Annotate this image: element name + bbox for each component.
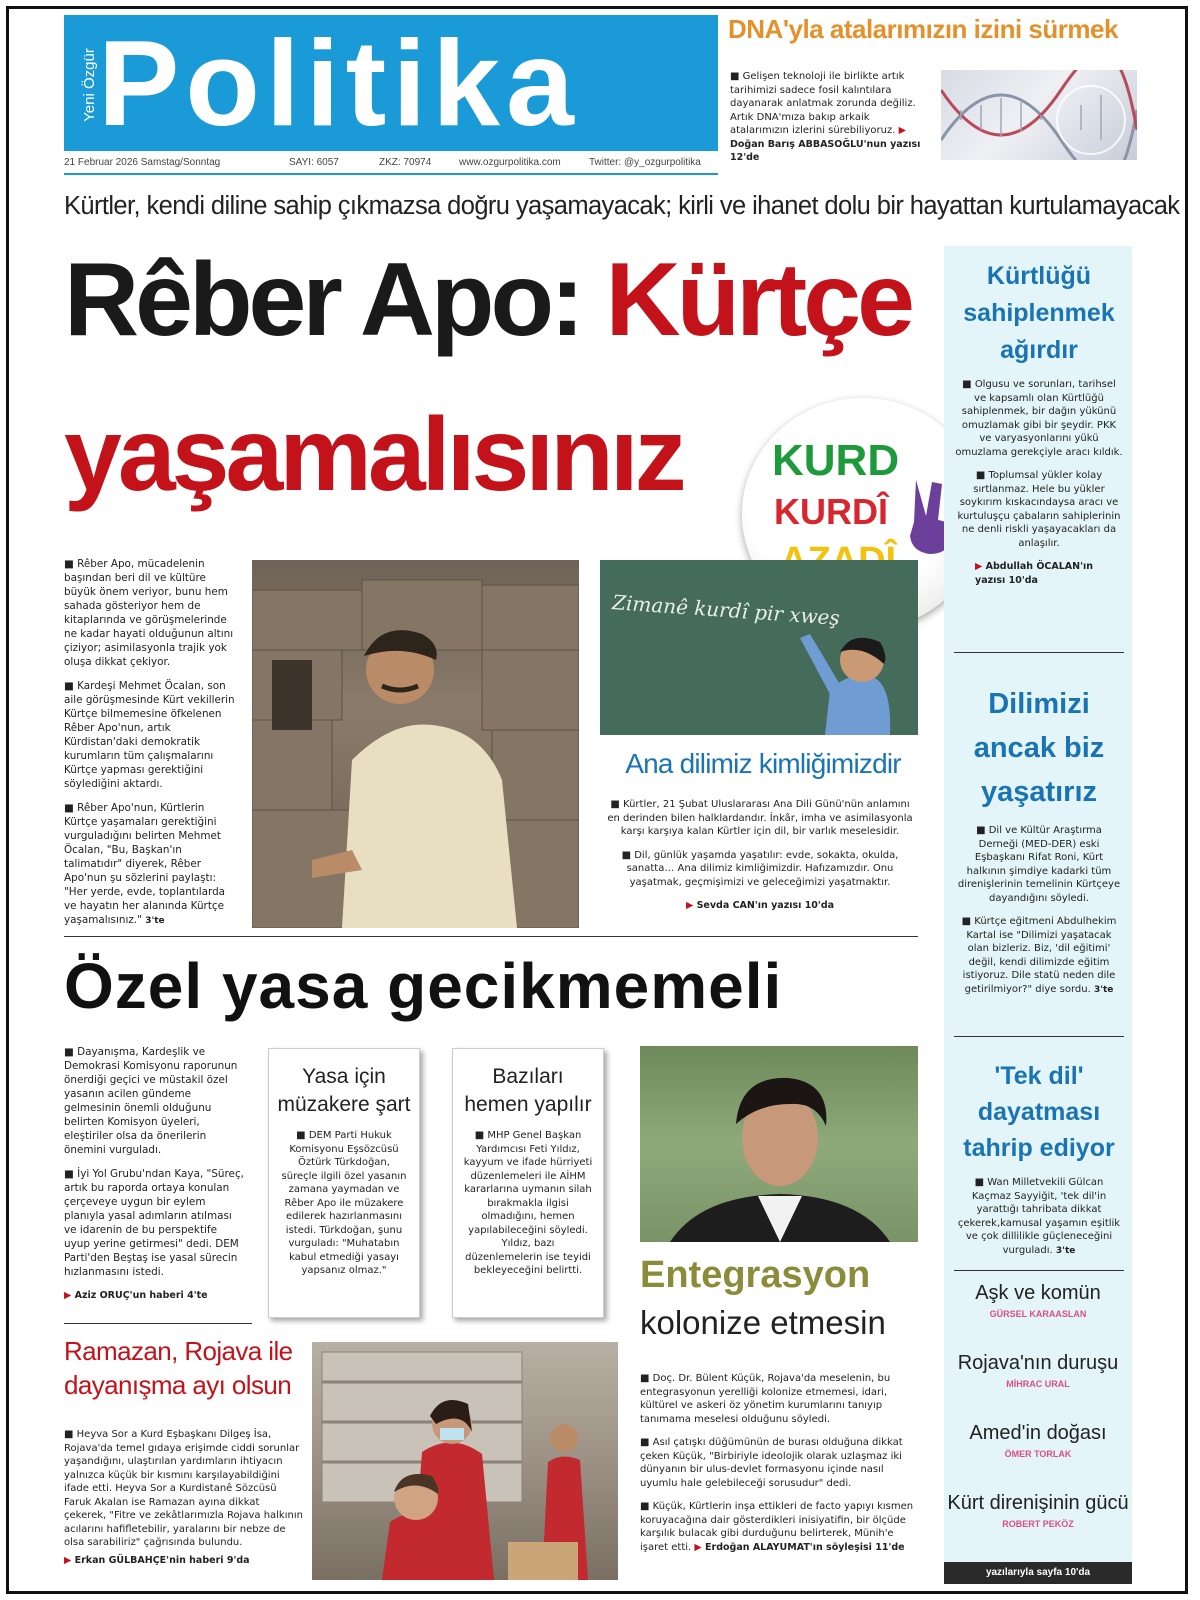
sidebar-s3-p1: ■ Wan Milletvekili Gülcan Kaçmaz Sayyiğit, 'tek dil'in yarattığı tahribata dikkat çekerek,kamusal yaşamın eşitlik ve çok dillilikle güçleneceğini vurguladı. <box>958 1177 1120 1256</box>
badge-line2: KURDÎ <box>774 491 888 532</box>
dna-image <box>941 70 1137 160</box>
badge-line1: KURD <box>772 436 900 485</box>
sidebar-s2-p1: ■ Dil ve Kültür Araştırma Derneği (MED-DER) eski Eşbaşkanı Rifat Roni, Kürt halkının şimdiye kadarki tüm direnişlerinin temelinin Kürtçeye dayandığını söyledi. <box>955 824 1123 905</box>
ana-dilimiz-text: ■ Kürtler, 21 Şubat Uluslararası Ana Dili Günü'nün anlamını en derinden bilen halklardandır. İnkâr, imha ve asimilasyonla karşı karşıya kalan Kürtler için dil, bir varlık meselesidir. ■ Dil, günlük yaşamda yaşatılır: evde, sokakta, okulda, sanatta… Ana dilimiz kimliğimizdir. Hafızamızdır. Onu yaşatmak, geçmişimizi ve geleceğimizi yaşatmaktır. ▶ Sevda CAN'ın yazısı 10'da <box>604 798 916 913</box>
sidebar-s2-page-ref[interactable]: 3'te <box>1093 984 1114 995</box>
ana-dilimiz-p1: ■ Kürtler, 21 Şubat Uluslararası Ana Dili Günü'nün anlamını en derinden bilen halklardandır. İnkâr, imha ve asimilasyonla karşı karşıya kalan Kürtler için dil, bir varlık meselesidir. <box>604 798 916 839</box>
sidebar-s1-credit[interactable]: Abdullah ÖCALAN'ın yazısı 10'da <box>975 561 1094 586</box>
ramazan-credit[interactable]: Erkan GÜLBAHÇE'nin haberi 9'da <box>74 1554 250 1566</box>
sidebar-divider-1 <box>954 652 1124 653</box>
chalkboard-text: Zimanê kurdî pir xweş <box>611 590 841 630</box>
column-title: Aşk ve komün <box>975 1282 1101 1304</box>
lead-p2: ■ Kardeşi Mehmet Öcalan, son aile görüşmesinde Kürt vekillerin Kürtçe bilmemesine öfkelenen Rêber Apo'nun, artık Kürdistan'daki demokratik kurumların tüm çalışmalarını Kürtçe yapması gerektiğini söylediğini aktardı. <box>64 679 236 791</box>
entegrasyon-credit[interactable]: Erdoğan ALAYUMAT'ın söyleşisi 11'de <box>705 1541 905 1553</box>
kicker: Kürtler, kendi diline sahip çıkmazsa doğru yaşamayacak; kirli ve ihanet dolu bir hayattan kurtulamayacak <box>64 192 1180 220</box>
ana-dilimiz-credit[interactable]: Sevda CAN'ın yazısı 10'da <box>696 900 835 911</box>
column-item[interactable] <box>944 1352 1132 1422</box>
sidebar-divider-3 <box>954 1270 1124 1271</box>
yasa-muzakere-box <box>268 1048 420 1318</box>
column-title: Rojava'nın duruşu <box>957 1352 1119 1374</box>
ana-dilimiz-title[interactable]: Ana dilimiz kimliğimizdir <box>625 748 901 779</box>
masthead-title: Politika <box>98 15 580 151</box>
sidebar-s3-text <box>955 1176 1123 1268</box>
lead-p3: ■ Rêber Apo'nun, Kürtlerin Kürtçe yaşamaları gerektiğini vurguladığını belirten Mehmet Öcalan, "Bu, Başkan'ın talimatıdır" diyerek, Rêber Apo'nun şu sözlerini paylaştı: "Her yerde, evde, toplantılarda ve hayatın her alanında Kürtçe yaşamalısınız." <box>64 802 225 926</box>
dna-helix-icon <box>941 70 1137 160</box>
masthead-yeni-ozgur: Yeni Özgür <box>81 48 98 122</box>
lead-p1: ■ Rêber Apo, mücadelenin başından beri dil ve kültüre büyük önem veriyor, bunu hem sahada gösteriyor hem de kitaplarında ve görüşmelerinde ne kadar hayati olduğunun altını çiziyor; asimilasyonla trajik yok oluşa dikkat çekiyor. <box>64 557 236 669</box>
entegrasyon-title2[interactable]: kolonize etmesin <box>640 1304 886 1341</box>
masthead-twitter[interactable]: Twitter: @y_ozgurpolitika <box>589 157 701 168</box>
column-author: ROBERT PEKÖZ <box>1002 1519 1074 1529</box>
entegrasyon-title1[interactable]: Entegrasyon <box>640 1254 871 1296</box>
column-item[interactable] <box>944 1492 1132 1562</box>
column-item[interactable] <box>944 1282 1132 1352</box>
lead-text-column <box>64 557 236 938</box>
masthead-info-bar <box>64 155 718 175</box>
dna-text-block: ■ Gelişen teknoloji ile birlikte artık tarihimizi sadece fosil kalıntılara dayanarak anlatmak zorunda değiliz. Artık DNA'mıza bakıp arkaik atalarımızın izlerini sürebiliyoruz. ▶ Doğan Barış ABBASOĞLU'nun yazısı 12'de <box>730 70 930 165</box>
entegrasyon-text: ■ Doç. Dr. Bülent Küçük, Rojava'da meselenin, bu entegrasyonun yerelliği kolonize etmemesi, idari, kültürel ve askeri öz yönetim kurumlarını tanıyıp tanımama meselesi olduğunu söyledi. ■ Asıl çatışkı düğümünün de burası olduğuna dikkat çeken Küçük, "Birbiriyle ideolojik olarak uzlaşmaz iki dünyanın bir ulus-devlet formasyonu içinde nasıl uyumlu hale gelebileceği sorusudur" dedi. ■ Küçük, Kürtlerin inşa ettikleri de facto yapıyı kısmen koruyacağına dair gösterdikleri inisiyatifin, bir ölçüde karşılık bulacak gibi durduğunu belirterek, Münih'e işaret etti. ▶ Erdoğan ALAYUMAT'ın söyleşisi 11'de <box>640 1372 920 1558</box>
column-author: GÜRSEL KARAASLAN <box>989 1309 1087 1319</box>
column-author: MİHRAC URAL <box>1006 1379 1070 1389</box>
ramazan-p1: ■ Heyva Sor a Kurd Eşbaşkanı Dilgeş İsa, Rojava'da temel gıdaya erişimde ciddi sorunlar yaşandığını, ulaştırılan yardımların ihtiyacın yalnızca küçük bir kısmını karşılayabildiğini ifade etti. Heyva Sor a Kurdistanê Sözcüsü Faruk Akalan ise Ramazan ayına dikkat çekerek, "Fitre ve zekâtlarımızla Rojava halkının acılarını hafifletebilir, yaralarını bir nebze de olsa sarabiliriz" çağrısında bulundu. <box>64 1428 304 1550</box>
sidebar-s3-page-ref[interactable]: 3'te <box>1055 1245 1076 1256</box>
sidebar-s2-title[interactable]: Dilimizi ancak biz yaşatırız <box>973 688 1105 808</box>
sidebar-s3-title[interactable]: 'Tek dil' dayatması tahrip ediyor <box>963 1062 1115 1162</box>
lead-page-ref[interactable]: 3'te <box>145 916 165 926</box>
chalkboard-photo <box>600 560 918 735</box>
entegrasyon-p2: ■ Asıl çatışkı düğümünün de burası olduğuna dikkat çeken Küçük, "Birbiriyle ideolojik olarak uzlaşmaz iki dünyanın bir ulus-devlet formasyonu içinde nasıl uyumlu hale gelebileceği sorusudur" dedi. <box>640 1436 920 1490</box>
column-author: ÖMER TORLAK <box>1004 1449 1072 1459</box>
dna-text: ■ Gelişen teknoloji ile birlikte artık tarihimizi sadece fosil kalıntılara dayanarak anlatmak zorunda değiliz. Artık DNA'mıza bakıp arkaik atalarımızın izlerini sürebiliyoruz. <box>730 71 916 136</box>
masthead-issue: SAYI: 6057 <box>289 157 339 168</box>
rojava-aid-photo <box>312 1342 618 1580</box>
ramazan-title[interactable]: Ramazan, Rojava ile dayanışma ayı olsun <box>64 1336 293 1400</box>
ozel-credit[interactable]: Aziz ORUÇ'un haberi 4'te <box>74 1290 208 1301</box>
sidebar-s2-text <box>955 824 1123 1007</box>
headline-part2: Kürtçe <box>605 242 911 358</box>
kucuk-photo <box>640 1046 918 1242</box>
ocalan-photo <box>252 560 579 928</box>
masthead-logo[interactable] <box>64 15 718 151</box>
ana-dilimiz-p2: ■ Dil, günlük yaşamda yaşatılır: evde, sokakta, okulda, sanatta… Ana dilimiz kimliğimizdir. Hafızamızdır. Onu yaşatmak, geçmişimizi ve geleceğimizi yaşatmaktır. <box>604 849 916 890</box>
column-title: Kürt direnişinin gücü <box>947 1492 1129 1514</box>
column-title: Amed'in doğası <box>969 1422 1107 1444</box>
bazilari-box-title[interactable]: Bazıları hemen yapılır <box>464 1065 592 1116</box>
ozel-text-column: ■ Dayanışma, Kardeşlik ve Demokrasi Komisyonu raporunun önerdiği geçici ve müstakil özel yasanın acilen gündeme gelmesinin önemli olduğunu belirten Komisyon üyeleri, eleştiriler olsa da önerilerin önemini vurguladı. ■ İyi Yol Grubu'ndan Kaya, "Süreç, artık bu raporda ortaya konulan çerçeveye uygun bir eylem planıyla yasal adımların atılması ve idarenin de bu perspektife uyup yerine getirmesi" dedi. DEM Parti'den Beştaş ise yasal sürecin hızlanmasını istedi. ▶ Aziz ORUÇ'un haberi 4'te <box>64 1045 244 1303</box>
dna-credit-suffix: 'nun yazısı 12'de <box>730 138 921 163</box>
ozel-p1: ■ Dayanışma, Kardeşlik ve Demokrasi Komisyonu raporunun önerdiği geçici ve müstakil özel yasanın acilen gündeme gelmesinin önemli olduğunu belirten Komisyon üyeleri, eleştiriler olsa da önerilerin önemini vurguladı. <box>64 1045 244 1157</box>
sidebar-s1-p1: ■ Olgusu ve sorunları, tarihsel ve kapsamlı olan Kürtlüğü sahiplenmek, bir dağın yükünü omuzlamak gibi bir şeydir. PKK ve varyasyonlarını yükü omuzlama gerekçiyle aracı kıldık. <box>955 378 1123 459</box>
headline-part1: Rêber Apo: <box>64 242 606 358</box>
section-divider-ozel <box>64 936 918 937</box>
bazilari-hemen-box <box>452 1048 604 1318</box>
dna-title[interactable]: DNA'yla atalarımızın izini sürmek <box>728 14 1118 44</box>
sidebar-s1-text: ■ Olgusu ve sorunları, tarihsel ve kapsamlı olan Kürtlüğü sahiplenmek, bir dağın yükünü omuzlamak gibi bir şeydir. PKK ve varyasyonlarını yükü omuzlama gerekçiyle aracı kıldık. ■ Toplumsal yükler kolay sırtlanmaz. Hele bu yükler soykırım kıskacındaysa aracı ve kurtuluşçu çabaların sahiplerinin ne denli riskli yaşayacakları da anlaşılır. ▶ Abdullah ÖCALAN'ın yazısı 10'da <box>955 378 1123 587</box>
sidebar-column-list <box>944 1282 1132 1562</box>
entegrasyon-p1: ■ Doç. Dr. Bülent Küçük, Rojava'da meselenin, bu entegrasyonun yerelliği kolonize etmemesi, idari, kültürel ve askeri öz yönetim kurumlarını tanıyıp tanımama meselesi olduğunu söyledi. <box>640 1372 920 1426</box>
ozel-p2: ■ İyi Yol Grubu'ndan Kaya, "Süreç, artık bu raporda ortaya konulan çerçeveye uygun bir eylem planıyla yasal adımların atılması ve idarenin de bu perspektife uyup yerine getirmesi" dedi. DEM Parti'den Beştaş ise yasal sürecin hızlanmasını istedi. <box>64 1167 244 1279</box>
yasa-box-text: ■ DEM Parti Hukuk Komisyonu Eşsözcüsü Öztürk Türkdoğan, süreçle ilgili özel yasanın zamana yaymadan ve Rêber Apo ile müzakere edilerek hazırlanmasını istedi. Türkdoğan, şunu vurguladı: "Muhatabın kabul etmediği yasayı yapsanız olmaz." <box>279 1129 409 1278</box>
bazilari-box-text: ■ MHP Genel Başkan Yardımcısı Feti Yıldız, kayyum ve ifade hürriyeti düzenlemeleri ile AİHM kararlarına uymanın silah bırakmakla ilgisi olmadığını, hemen yapılabileceğini söyledi. Yıldız, bazı düzenlemelerin ise teyidi bekleyeceğini belirtti. <box>463 1129 593 1278</box>
entegrasyon-p3: ■ Küçük, Kürtlerin inşa ettikleri de facto yapıyı kısmen koruyacağına dair gösterdikleri inisiyatifin, bir ölçüde karşılık bulacak gibi durduğunu belirterek, Münih'e işaret etti. <box>640 1501 913 1553</box>
sidebar-s1-p2: ■ Toplumsal yükler kolay sırtlanmaz. Hele bu yükler soykırım kıskacındaysa aracı ve kurtuluşçu çabaların sahiplerinin ne denli riskli yaşayacakları da anlaşılır. <box>955 469 1123 550</box>
sidebar-s1-title[interactable]: Kürtlüğü sahiplenmek ağırdır <box>963 262 1115 364</box>
sidebar-s2-p2: ■ Kürtçe eğitmeni Abdulhekim Kartal ise "Dilimizi yaşatacak olan bizleriz. Biz, 'dil eğitimi' değil, kendi dilimizde eğitim istiyoruz. Dile statü neden dile getirilmiyor?" diye sordu. <box>962 916 1117 995</box>
dna-credit-name: Doğan Barış ABBASOĞLU <box>730 138 864 150</box>
ozel-title[interactable]: Özel yasa gecikmemeli <box>64 950 783 1022</box>
yasa-box-title[interactable]: Yasa için müzakere şart <box>277 1065 411 1116</box>
masthead-zkz: ZKZ: 70974 <box>379 157 432 168</box>
masthead-date: 21 Februar 2026 Samstag/Sonntag <box>64 157 221 168</box>
ramazan-text: ■ Heyva Sor a Kurd Eşbaşkanı Dilgeş İsa, Rojava'da temel gıdaya erişimde ciddi sorunlar yaşandığını, ulaştırılan yardımların ihtiyacın yalnızca küçük bir kısmını karşılayabildiğini ifade etti. Heyva Sor a Kurdistanê Sözcüsü Faruk Akalan ise Ramazan ayına dikkat çekerek, "Fitre ve zekâtlarımızla Rojava halkının acılarını hafifletebilir, yaralarını bir nebze de olsa sarabiliriz" çağrısında bulundu. ▶ Erkan GÜLBAHÇE'nin haberi 9'da <box>64 1428 304 1567</box>
masthead-website[interactable]: www.ozgurpolitika.com <box>459 157 561 168</box>
section-divider-ramazan <box>64 1323 252 1324</box>
sidebar-divider-2 <box>954 1036 1124 1037</box>
headline-part3[interactable]: yaşamalısınız <box>64 397 683 513</box>
sidebar-footer-bar <box>944 1562 1132 1584</box>
main-headline-line1[interactable] <box>64 240 934 360</box>
sidebar-footer[interactable]: yazılarıyla sayfa 10'da <box>985 1567 1091 1578</box>
column-item[interactable] <box>944 1422 1132 1492</box>
